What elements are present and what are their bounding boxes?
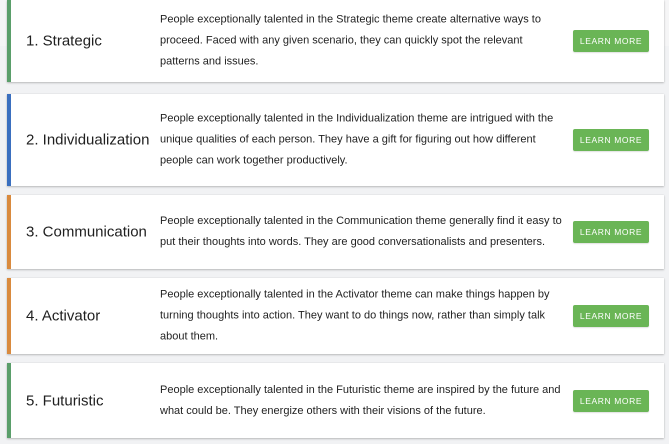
theme-card-futuristic xyxy=(7,363,664,438)
accent-bar xyxy=(7,363,11,438)
theme-title: 5. Futuristic xyxy=(26,392,104,409)
theme-card-communication xyxy=(7,195,664,269)
theme-description: People exceptionally talented in the Communication theme generally find it easy to put their thoughts into words. They are good conversationalists and presenters. xyxy=(160,215,562,248)
theme-title: 2. Individualization xyxy=(26,131,150,149)
theme-description: People exceptionally talented in the Strategic theme create alternative ways to proceed. Faced with any given scenario, they can quickly spot the relevant patterns and issues. xyxy=(160,13,541,68)
accent-bar xyxy=(7,0,11,82)
theme-card-individualization xyxy=(7,94,664,186)
accent-bar xyxy=(7,195,11,269)
theme-title: 3. Communication xyxy=(26,223,147,241)
theme-description: People exceptionally talented in the Individualization theme are intrigued with the unique qualities of each person. They have a gift for figuring out how different people can work together productively. xyxy=(160,112,554,167)
learn-more-button[interactable]: LEARN MORE xyxy=(573,305,649,327)
theme-description: People exceptionally talented in the Futuristic theme are inspired by the future and what could be. They energize others with their visions of the future. xyxy=(160,383,561,417)
theme-title: 4. Activator xyxy=(26,307,101,325)
learn-more-button[interactable]: LEARN MORE xyxy=(573,390,649,412)
learn-more-button[interactable]: LEARN MORE xyxy=(573,221,649,243)
accent-bar xyxy=(7,94,11,186)
accent-bar xyxy=(7,278,11,354)
theme-card-strategic xyxy=(7,0,664,82)
theme-card-activator xyxy=(7,278,664,354)
theme-description: People exceptionally talented in the Activator theme can make things happen by turning thoughts into action. They want to do things now, rather than simply talk about them. xyxy=(160,288,550,343)
theme-title: 1. Strategic xyxy=(26,32,102,50)
learn-more-button[interactable]: LEARN MORE xyxy=(573,129,649,151)
learn-more-button[interactable]: LEARN MORE xyxy=(573,30,649,52)
